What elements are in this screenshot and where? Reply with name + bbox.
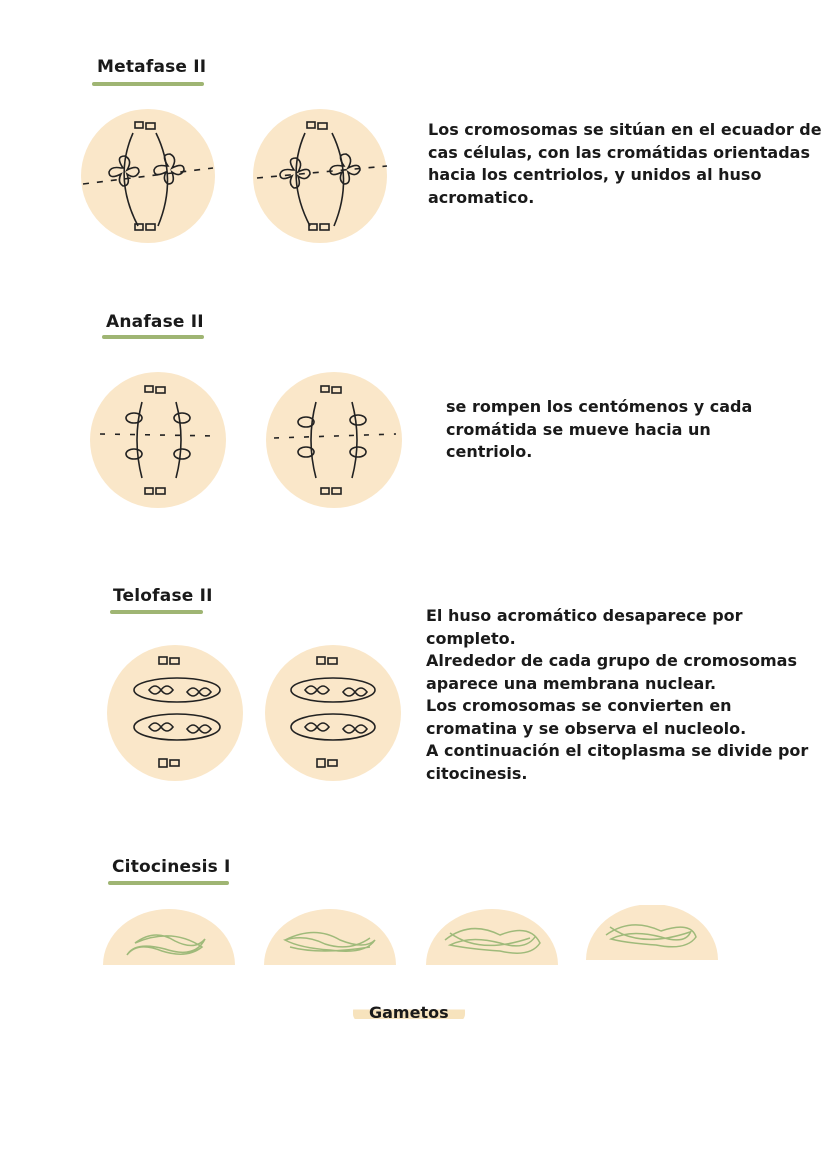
title-underline bbox=[102, 335, 204, 339]
telophase-cell-drawing-2 bbox=[265, 645, 405, 785]
telophase-cell-drawing-1 bbox=[107, 645, 247, 785]
anaphase-cell-drawing-2 bbox=[266, 372, 406, 512]
section-title-telofase-ii: Telofase II bbox=[113, 586, 213, 606]
section-title-anafase-ii: Anafase II bbox=[106, 312, 204, 332]
title-underline bbox=[110, 610, 203, 614]
gamete-cells-drawing bbox=[100, 905, 730, 967]
section-title-citocinesis-i: Citocinesis I bbox=[112, 857, 231, 877]
gametos-label: Gametos bbox=[353, 1003, 465, 1022]
metafase-ii-description: Los cromosomas se sitúan en el ecuador de cas células, con las cromátidas orientadas hacia los centriolos, y unidos al huso acromatico. bbox=[428, 120, 822, 207]
telofase-ii-description: El huso acromático desaparece por completo. Alrededor de cada grupo de cromosomas aparece una membrana nuclear. Los cromosomas se convierten en cromatina y se observa el nucleolo. A continuación el citoplasma se divide por citocinesis. bbox=[426, 606, 809, 783]
title-underline bbox=[108, 881, 229, 885]
title-underline bbox=[92, 82, 204, 86]
section-title-metafase-ii: Metafase II bbox=[97, 57, 207, 77]
metaphase-cell-drawing-2 bbox=[252, 108, 392, 248]
anaphase-cell-drawing-1 bbox=[90, 372, 230, 512]
anafase-ii-description: se rompen los centómenos y cada cromátida se mueve hacia un centriolo. bbox=[446, 397, 753, 461]
metaphase-cell-drawing-1 bbox=[78, 108, 218, 248]
